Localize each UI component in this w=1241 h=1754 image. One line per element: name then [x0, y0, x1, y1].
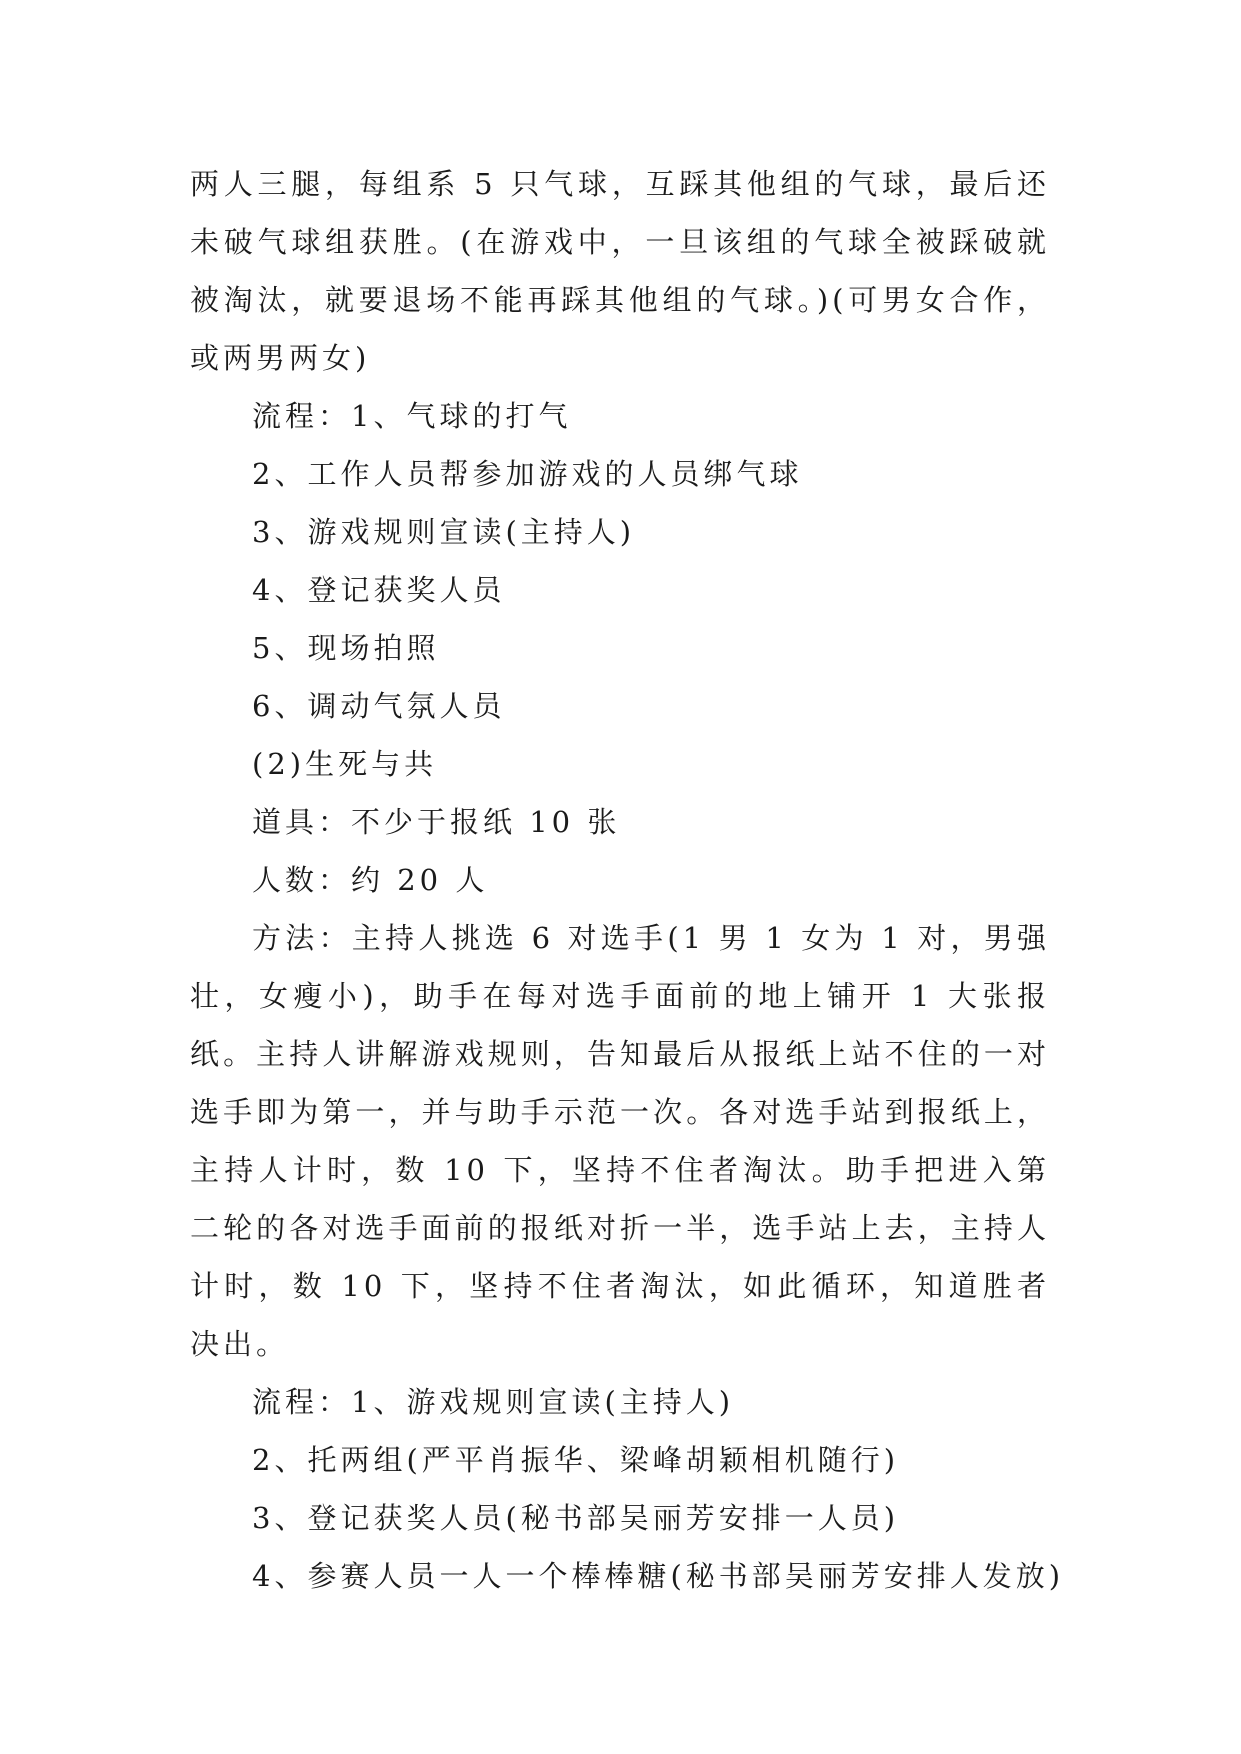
participants-line: 人数：约 20 人	[252, 863, 489, 897]
process-step-5: 5、现场拍照	[252, 631, 440, 665]
process2-step-2: 2、托两组(严平肖振华、梁峰胡颖相机随行)	[252, 1443, 900, 1477]
process2-step-1: 流程：1、游戏规则宣读(主持人)	[252, 1385, 735, 1419]
process-step-1: 流程：1、气球的打气	[252, 399, 572, 433]
process2-step-4: 4、参赛人员一人一个棒棒糖(秘书部吴丽芳安排人发放)	[252, 1559, 1065, 1593]
process-step-4: 4、登记获奖人员	[252, 573, 506, 607]
process2-step-3: 3、登记获奖人员(秘书部吴丽芳安排一人员)	[252, 1501, 900, 1535]
section-heading-game-2: (2)生死与共	[252, 747, 438, 781]
process-step-2: 2、工作人员帮参加游戏的人员绑气球	[252, 457, 803, 491]
process-step-3: 3、游戏规则宣读(主持人)	[252, 515, 636, 549]
paragraph-method: 方法：主持人挑选 6 对选手(1 男 1 女为 1 对，男强壮，女瘦小)，助手在每对选手面前的地上铺开 1 大张报纸。主持人讲解游戏规则，告知最后从报纸上站不住的一对选手即为第一，并与助手示范一次。各对选手站到报纸上，主持人计时，数 10 下，坚持不住者淘汰。助手把进入第二轮的各对选手面前的报纸对折一半，选手站上去，主持人计时，数 10 下，坚持不住者淘汰，如此循环，知道胜者决出。	[190, 921, 1050, 1361]
props-line: 道具：不少于报纸 10 张	[252, 805, 621, 839]
process-step-6: 6、调动气氛人员	[252, 689, 506, 723]
paragraph-game-rules: 两人三腿，每组系 5 只气球，互踩其他组的气球，最后还未破气球组获胜。(在游戏中，一旦该组的气球全被踩破就被淘汰，就要退场不能再踩其他组的气球。)(可男女合作，或两男两女)	[190, 167, 1050, 375]
document-body	[190, 155, 1065, 1605]
